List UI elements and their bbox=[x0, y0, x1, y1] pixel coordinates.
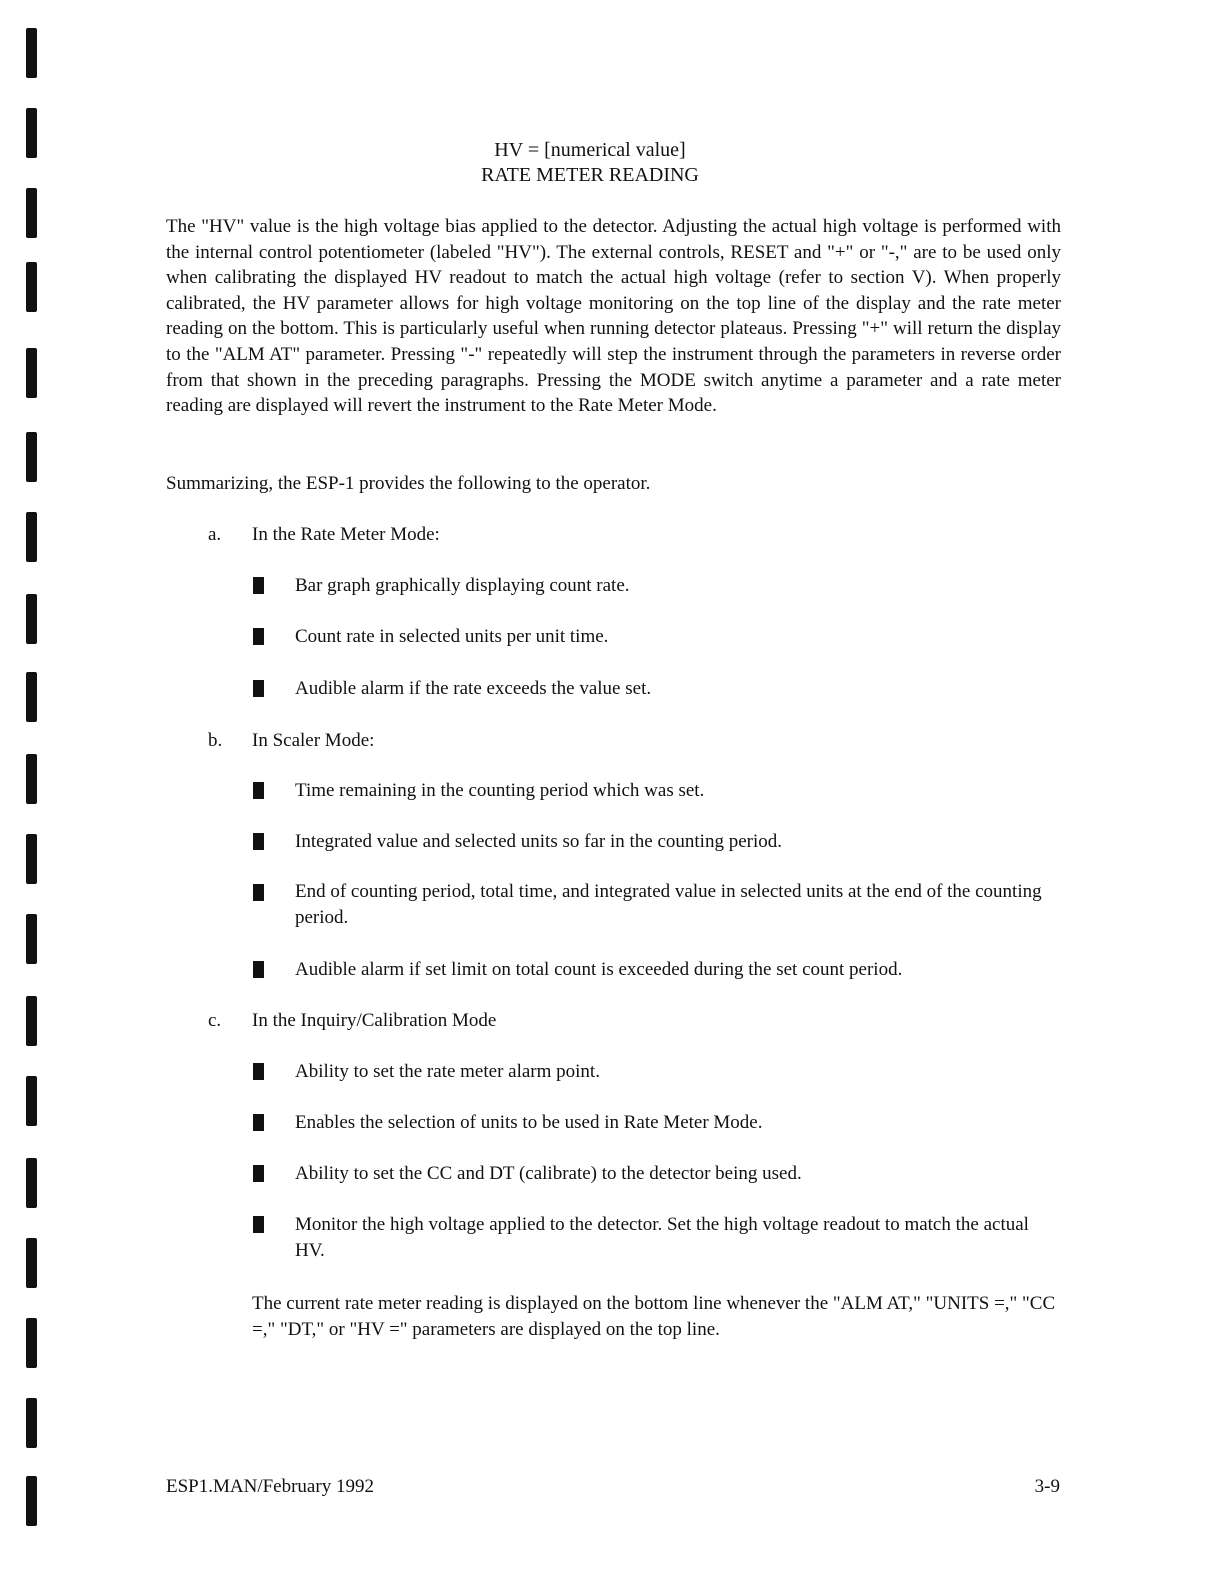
bullet-square-icon bbox=[253, 884, 264, 901]
bullet-square-icon bbox=[253, 833, 264, 850]
list-item: Monitor the high voltage applied to the detector. Set the high voltage readout to match the actual HV. bbox=[295, 1214, 1029, 1261]
binder-punch-mark bbox=[26, 1076, 37, 1126]
bullet-square-icon bbox=[253, 782, 264, 799]
list-item: Enables the selection of units to be used in Rate Meter Mode. bbox=[295, 1112, 763, 1133]
list-item: Audible alarm if set limit on total count is exceeded during the set count period. bbox=[295, 959, 903, 980]
closing-paragraph: The current rate meter reading is displayed on the bottom line whenever the "ALM AT," "UNITS =," "CC =," "DT," or "HV =" parameters are displayed on the top line. bbox=[252, 1293, 1056, 1340]
binder-punch-mark bbox=[26, 914, 37, 964]
bullet-square-icon bbox=[253, 577, 264, 594]
section-title: In the Inquiry/Calibration Mode bbox=[252, 1010, 497, 1031]
bullet-square-icon bbox=[253, 680, 264, 697]
intro-paragraph: The "HV" value is the high voltage bias applied to the detector. Adjusting the actual high voltage is performed with the internal control potentiometer (labeled "HV"). The external controls, RESET and "+" or "-," are to be used only when calibrating the displayed HV readout to match the actual high voltage (refer to section V). When properly calibrated, the HV parameter allows for high voltage monitoring on the top line of the display and the rate meter reading on the bottom. This is particularly useful when running detector plateaus. Pressing "+" will return the display to the "ALM AT" parameter. Pressing "-" repeatedly will step the instrument through the parameters in reverse order from that shown in the preceding paragraphs. Pressing the MODE switch anytime a parameter and a rate meter reading are displayed will revert the instrument to the Rate Meter Mode. bbox=[166, 216, 1061, 417]
list-item: End of counting period, total time, and integrated value in selected units at the end of the counting period. bbox=[295, 881, 1042, 928]
binder-punch-mark bbox=[26, 1318, 37, 1368]
binder-punch-mark bbox=[26, 28, 37, 78]
bullet-square-icon bbox=[253, 1165, 264, 1182]
heading-hv-value: HV = [numerical value] bbox=[494, 139, 686, 161]
summary-line: Summarizing, the ESP-1 provides the following to the operator. bbox=[166, 473, 651, 494]
binder-punch-mark bbox=[26, 1238, 37, 1288]
page-number: 3-9 bbox=[1034, 1476, 1060, 1497]
binder-punch-mark bbox=[26, 188, 37, 238]
binder-punch-mark bbox=[26, 834, 37, 884]
binder-punch-mark bbox=[26, 754, 37, 804]
section-letter: b. bbox=[208, 730, 223, 751]
binder-punch-mark bbox=[26, 672, 37, 722]
bullet-square-icon bbox=[253, 961, 264, 978]
binder-punch-mark bbox=[26, 996, 37, 1046]
list-item: Ability to set the CC and DT (calibrate) to the detector being used. bbox=[295, 1163, 802, 1184]
binder-punch-mark bbox=[26, 432, 37, 482]
heading-rate-meter-reading: RATE METER READING bbox=[481, 164, 699, 186]
list-item: Ability to set the rate meter alarm point. bbox=[295, 1061, 600, 1082]
binder-punch-mark bbox=[26, 1476, 37, 1526]
bullet-square-icon bbox=[253, 1063, 264, 1080]
list-item: Time remaining in the counting period which was set. bbox=[295, 780, 705, 801]
section-letter: c. bbox=[208, 1010, 222, 1031]
section-title: In Scaler Mode: bbox=[252, 730, 375, 751]
binder-punch-mark bbox=[26, 512, 37, 562]
list-item: Audible alarm if the rate exceeds the value set. bbox=[295, 678, 652, 699]
bullet-square-icon bbox=[253, 628, 264, 645]
binder-punch-mark bbox=[26, 594, 37, 644]
section-letter: a. bbox=[208, 524, 222, 545]
binder-punch-mark bbox=[26, 262, 37, 312]
binder-punch-mark bbox=[26, 348, 37, 398]
list-item: Integrated value and selected units so far in the counting period. bbox=[295, 831, 782, 852]
section-title: In the Rate Meter Mode: bbox=[252, 524, 440, 545]
list-item: Count rate in selected units per unit time. bbox=[295, 626, 609, 647]
bullet-square-icon bbox=[253, 1216, 264, 1233]
footer-document-id: ESP1.MAN/February 1992 bbox=[166, 1476, 374, 1497]
binder-punch-mark bbox=[26, 1398, 37, 1448]
bullet-square-icon bbox=[253, 1114, 264, 1131]
binder-punch-mark bbox=[26, 1158, 37, 1208]
list-item: Bar graph graphically displaying count rate. bbox=[295, 575, 630, 596]
